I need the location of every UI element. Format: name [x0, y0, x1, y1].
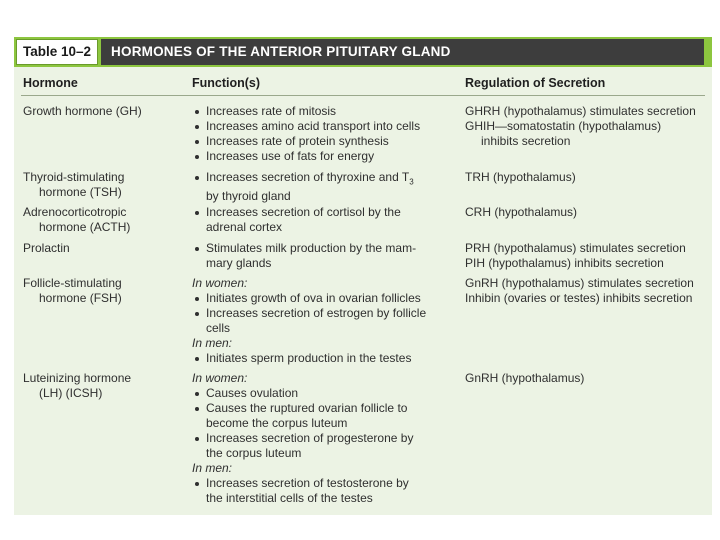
- header-divider: [21, 95, 705, 96]
- hormone-cell-gh: Growth hormone (GH): [23, 104, 142, 118]
- header-hormone: Hormone: [23, 76, 78, 90]
- table-title: HORMONES OF THE ANTERIOR PITUITARY GLAND: [101, 39, 704, 65]
- function-cell-acth: [192, 205, 452, 235]
- hormone-cell-prolactin: Prolactin: [23, 241, 70, 255]
- function-item: Initiates sperm production in the testes: [192, 351, 452, 366]
- function-item: Increases rate of mitosis: [192, 104, 452, 119]
- function-cell-fsh: [192, 276, 452, 366]
- function-item: Increases rate of protein synthesis: [192, 134, 452, 149]
- function-item: Increases secretion of thyroxine and $T_3$ by thyroid gland: [192, 170, 452, 204]
- regulation-cell-acth: CRH (hypothalamus): [465, 205, 578, 219]
- table-title-bar: [14, 37, 712, 67]
- header-regulation: Regulation of Secretion: [465, 76, 606, 90]
- header-functions: Function(s): [192, 76, 261, 90]
- function-item: Increases use of fats for energy: [192, 149, 452, 164]
- function-item: Increases secretion of progesterone by the corpus luteum: [192, 431, 452, 461]
- function-item: Initiates growth of ova in ovarian follicles: [192, 291, 452, 306]
- function-item: Increases secretion of testosterone by the interstitial cells of the testes: [192, 476, 452, 506]
- women-label: In women:: [192, 371, 248, 385]
- function-cell-lh: [192, 371, 452, 506]
- function-item: Causes the ruptured ovarian follicle to become the corpus luteum: [192, 401, 452, 431]
- function-cell-gh: [192, 104, 452, 164]
- men-label: In men:: [192, 461, 233, 475]
- hormone-cell-tsh: Thyroid-stimulating hormone (TSH): [23, 170, 125, 199]
- function-item: Stimulates milk production by the mam- mary glands: [192, 241, 452, 271]
- hormone-cell-lh: Luteinizing hormone (LH) (ICSH): [23, 371, 132, 400]
- function-item: Causes ovulation: [192, 386, 452, 401]
- regulation-cell-tsh: TRH (hypothalamus): [465, 170, 576, 184]
- hormone-cell-fsh: Follicle-stimulating hormone (FSH): [23, 276, 122, 305]
- women-label: In women:: [192, 276, 248, 290]
- hormone-cell-acth: Adrenocorticotropic hormone (ACTH): [23, 205, 131, 234]
- table-number: Table 10–2: [16, 39, 98, 65]
- function-item: Increases secretion of estrogen by follicle cells: [192, 306, 452, 336]
- function-cell-prolactin: [192, 241, 452, 271]
- regulation-cell-lh: GnRH (hypothalamus): [465, 371, 585, 385]
- function-item: Increases secretion of cortisol by the adrenal cortex: [192, 205, 452, 235]
- men-label: In men:: [192, 336, 233, 350]
- regulation-cell-prolactin: PRH (hypothalamus) stimulates secretion PIH (hypothalamus) inhibits secretion: [465, 241, 686, 270]
- function-item: Increases amino acid transport into cells: [192, 119, 452, 134]
- function-cell-tsh: [192, 170, 452, 204]
- regulation-cell-gh: GHRH (hypothalamus) stimulates secretion GHIH—somatostatin (hypothalamus) inhibits secretion: [465, 104, 696, 148]
- regulation-cell-fsh: GnRH (hypothalamus) stimulates secretion Inhibin (ovaries or testes) inhibits secretion: [465, 276, 694, 305]
